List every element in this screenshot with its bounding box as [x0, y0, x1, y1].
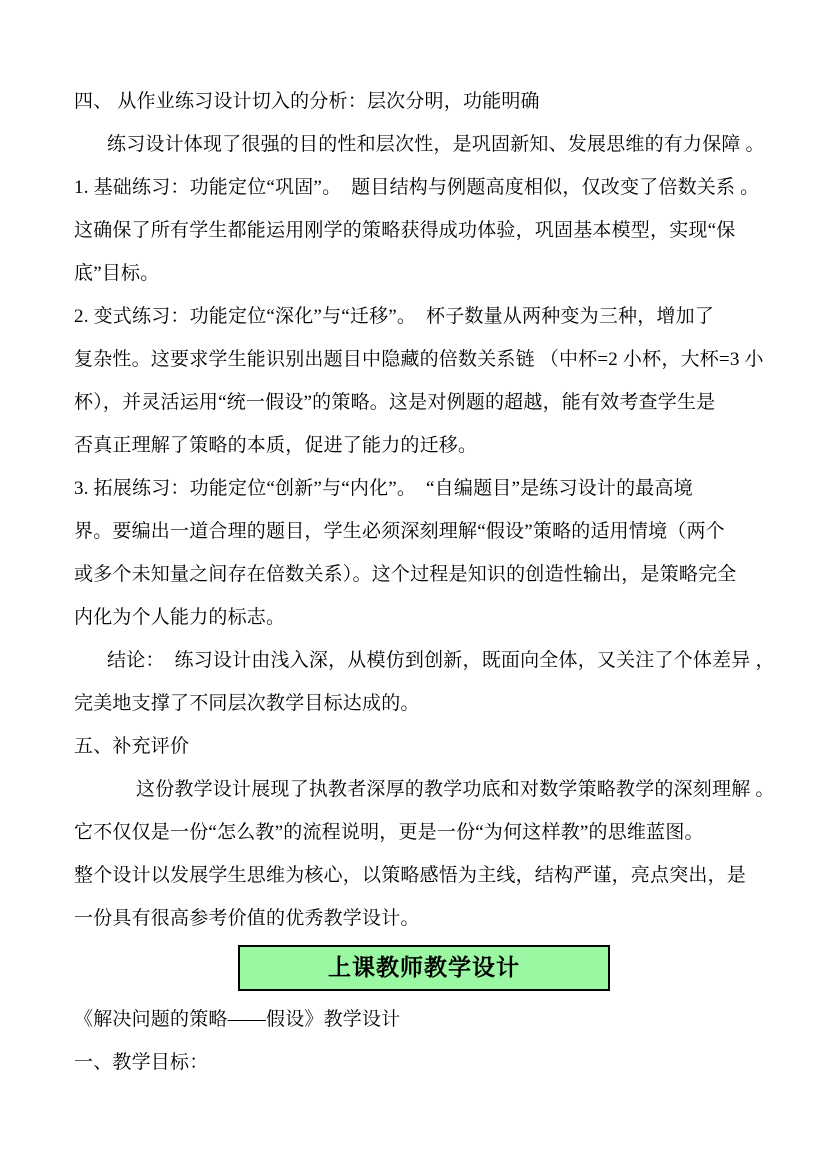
paragraph-line: 或多个未知量之间存在倍数关系）。这个过程是知识的创造性输出，是策略完全: [74, 564, 737, 585]
teacher-design-banner: [238, 945, 610, 991]
list-item-3-line: 3. 拓展练习：功能定位“创新”与“内化”。 “自编题目”是练习设计的最高境: [74, 478, 693, 499]
section-heading-four: 四、 从作业练习设计切入的分析：层次分明，功能明确: [74, 91, 540, 112]
banner-title: 上课教师教学设计: [328, 955, 520, 980]
paragraph-line: 复杂性。这要求学生能识别出题目中隐藏的倍数关系链 （中杯=2 小杯，大杯=3 小: [74, 349, 764, 370]
paragraph-line: 练习设计体现了很强的目的性和层次性，是巩固新知、发展思维的有力保障 。: [107, 134, 765, 155]
paragraph-line: 一份具有很高参考价值的优秀教学设计。: [74, 908, 420, 929]
list-item-1-line: 1. 基础练习：功能定位“巩固”。 题目结构与例题高度相似，仅改变了倍数关系 。: [74, 177, 760, 198]
paragraph-line: 完美地支撑了不同层次教学目标达成的。: [74, 693, 420, 714]
paragraph-line: 这确保了所有学生都能运用刚学的策略获得成功体验，巩固基本模型，实现“保: [74, 220, 736, 241]
paragraph-line: 底”目标。: [74, 263, 160, 284]
conclusion-line: 结论： 练习设计由浅入深，从模仿到创新，既面向全体，又关注了个体差异 ，: [107, 650, 775, 671]
paragraph-line: 否真正理解了策略的本质，促进了能力的迁移。: [74, 435, 478, 456]
paragraph-line: 杯），并灵活运用“统一假设”的策略。这是对例题的超越，能有效考查学生是: [74, 392, 716, 413]
paragraph-line: 这份教学设计展现了执教者深厚的教学功底和对数学策略教学的深刻理解 。: [136, 779, 775, 800]
list-item-2-line: 2. 变式练习：功能定位“深化”与“迁移”。 杯子数量从两种变为三种，增加了: [74, 306, 715, 327]
paragraph-line: 它不仅仅是一份“怎么教”的流程说明，更是一份“为何这样教”的思维蓝图。: [74, 822, 704, 843]
paragraph-line: 界。要编出一道合理的题目，学生必须深刻理解“假设”策略的适用情境（两个: [74, 521, 725, 542]
section-heading-five: 五、补充评价: [74, 736, 190, 757]
paragraph-line: 内化为个人能力的标志。: [74, 607, 286, 628]
subdocument-title: 《解决问题的策略——假设》教学设计: [74, 1009, 401, 1030]
paragraph-line: 整个设计以发展学生思维为核心，以策略感悟为主线，结构严谨，亮点突出，是: [74, 865, 747, 886]
section-heading-one: 一、教学目标：: [74, 1052, 209, 1073]
